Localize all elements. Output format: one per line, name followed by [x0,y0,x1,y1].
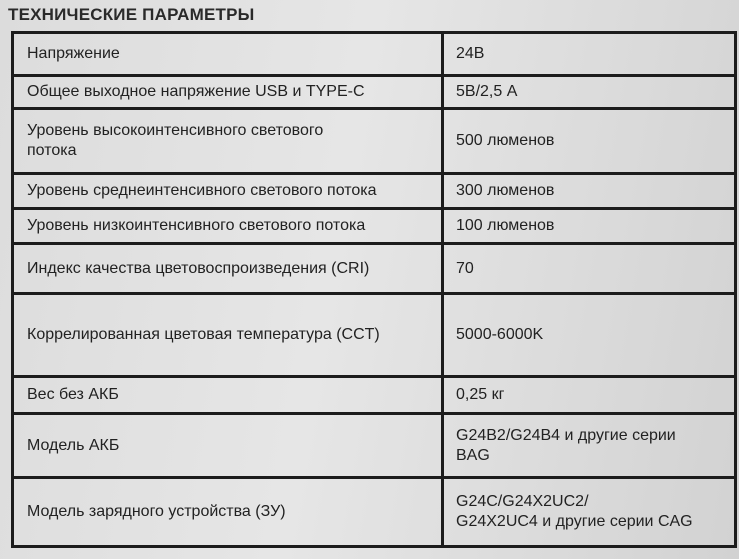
param-cell [13,478,443,547]
param-value: 70 [456,259,474,277]
param-label: Модель АКБ [27,436,120,454]
param-label: Напряжение [27,45,120,62]
param-value: 5000-6000K [456,326,544,343]
param-value: G24C/G24X2UC2/ [456,493,589,510]
value-cell [443,414,736,478]
param-cell [13,33,443,76]
param-value: 24В [456,45,485,62]
param-label: Уровень низкоинтенсивного светового потока [27,217,366,234]
value-cell [443,244,736,294]
value-cell [443,478,736,547]
value-cell [443,294,736,377]
param-value: G24X2UC4 и другие серии CAG [456,513,693,530]
param-value: 0,25 кг [456,386,505,403]
param-value: 300 люменов [456,182,555,199]
table-row [13,294,736,377]
param-cell [13,76,443,109]
param-label: Индекс качества цветовоспроизведения (CRI) [27,259,370,277]
param-cell [13,377,443,414]
value-cell [443,209,736,244]
table-row [13,377,736,414]
table-row [13,174,736,209]
param-label: Коррелированная цветовая температура (CCT) [27,326,380,343]
param-label: потока [27,142,77,159]
param-label: Вес без АКБ [27,386,119,403]
value-cell [443,109,736,174]
param-value: BAG [456,446,490,464]
param-label: Уровень среднеинтенсивного светового потока [27,182,377,199]
value-cell [443,377,736,414]
value-cell [443,174,736,209]
param-label: Общее выходное напряжение USB и TYPE-C [27,83,365,100]
table-row [13,76,736,109]
param-cell [13,294,443,377]
param-cell [13,414,443,478]
table-row [13,244,736,294]
table-row [13,209,736,244]
table-row [13,109,736,174]
param-value: G24B2/G24B4 и другие серии [456,426,676,444]
value-cell [443,76,736,109]
value-cell [443,33,736,76]
param-label: Модель зарядного устройства (ЗУ) [27,503,286,520]
param-cell [13,109,443,174]
param-value: 500 люменов [456,132,555,149]
table-row [13,478,736,547]
param-cell [13,244,443,294]
param-value: 100 люменов [456,217,555,234]
page-title: ТЕХНИЧЕСКИЕ ПАРАМЕТРЫ [8,5,255,24]
table-row [13,33,736,76]
specifications-table [11,31,737,548]
param-label: Уровень высокоинтенсивного светового [27,122,324,139]
param-cell [13,174,443,209]
param-value: 5В/2,5 А [456,83,518,100]
param-cell [13,209,443,244]
table-row [13,414,736,478]
